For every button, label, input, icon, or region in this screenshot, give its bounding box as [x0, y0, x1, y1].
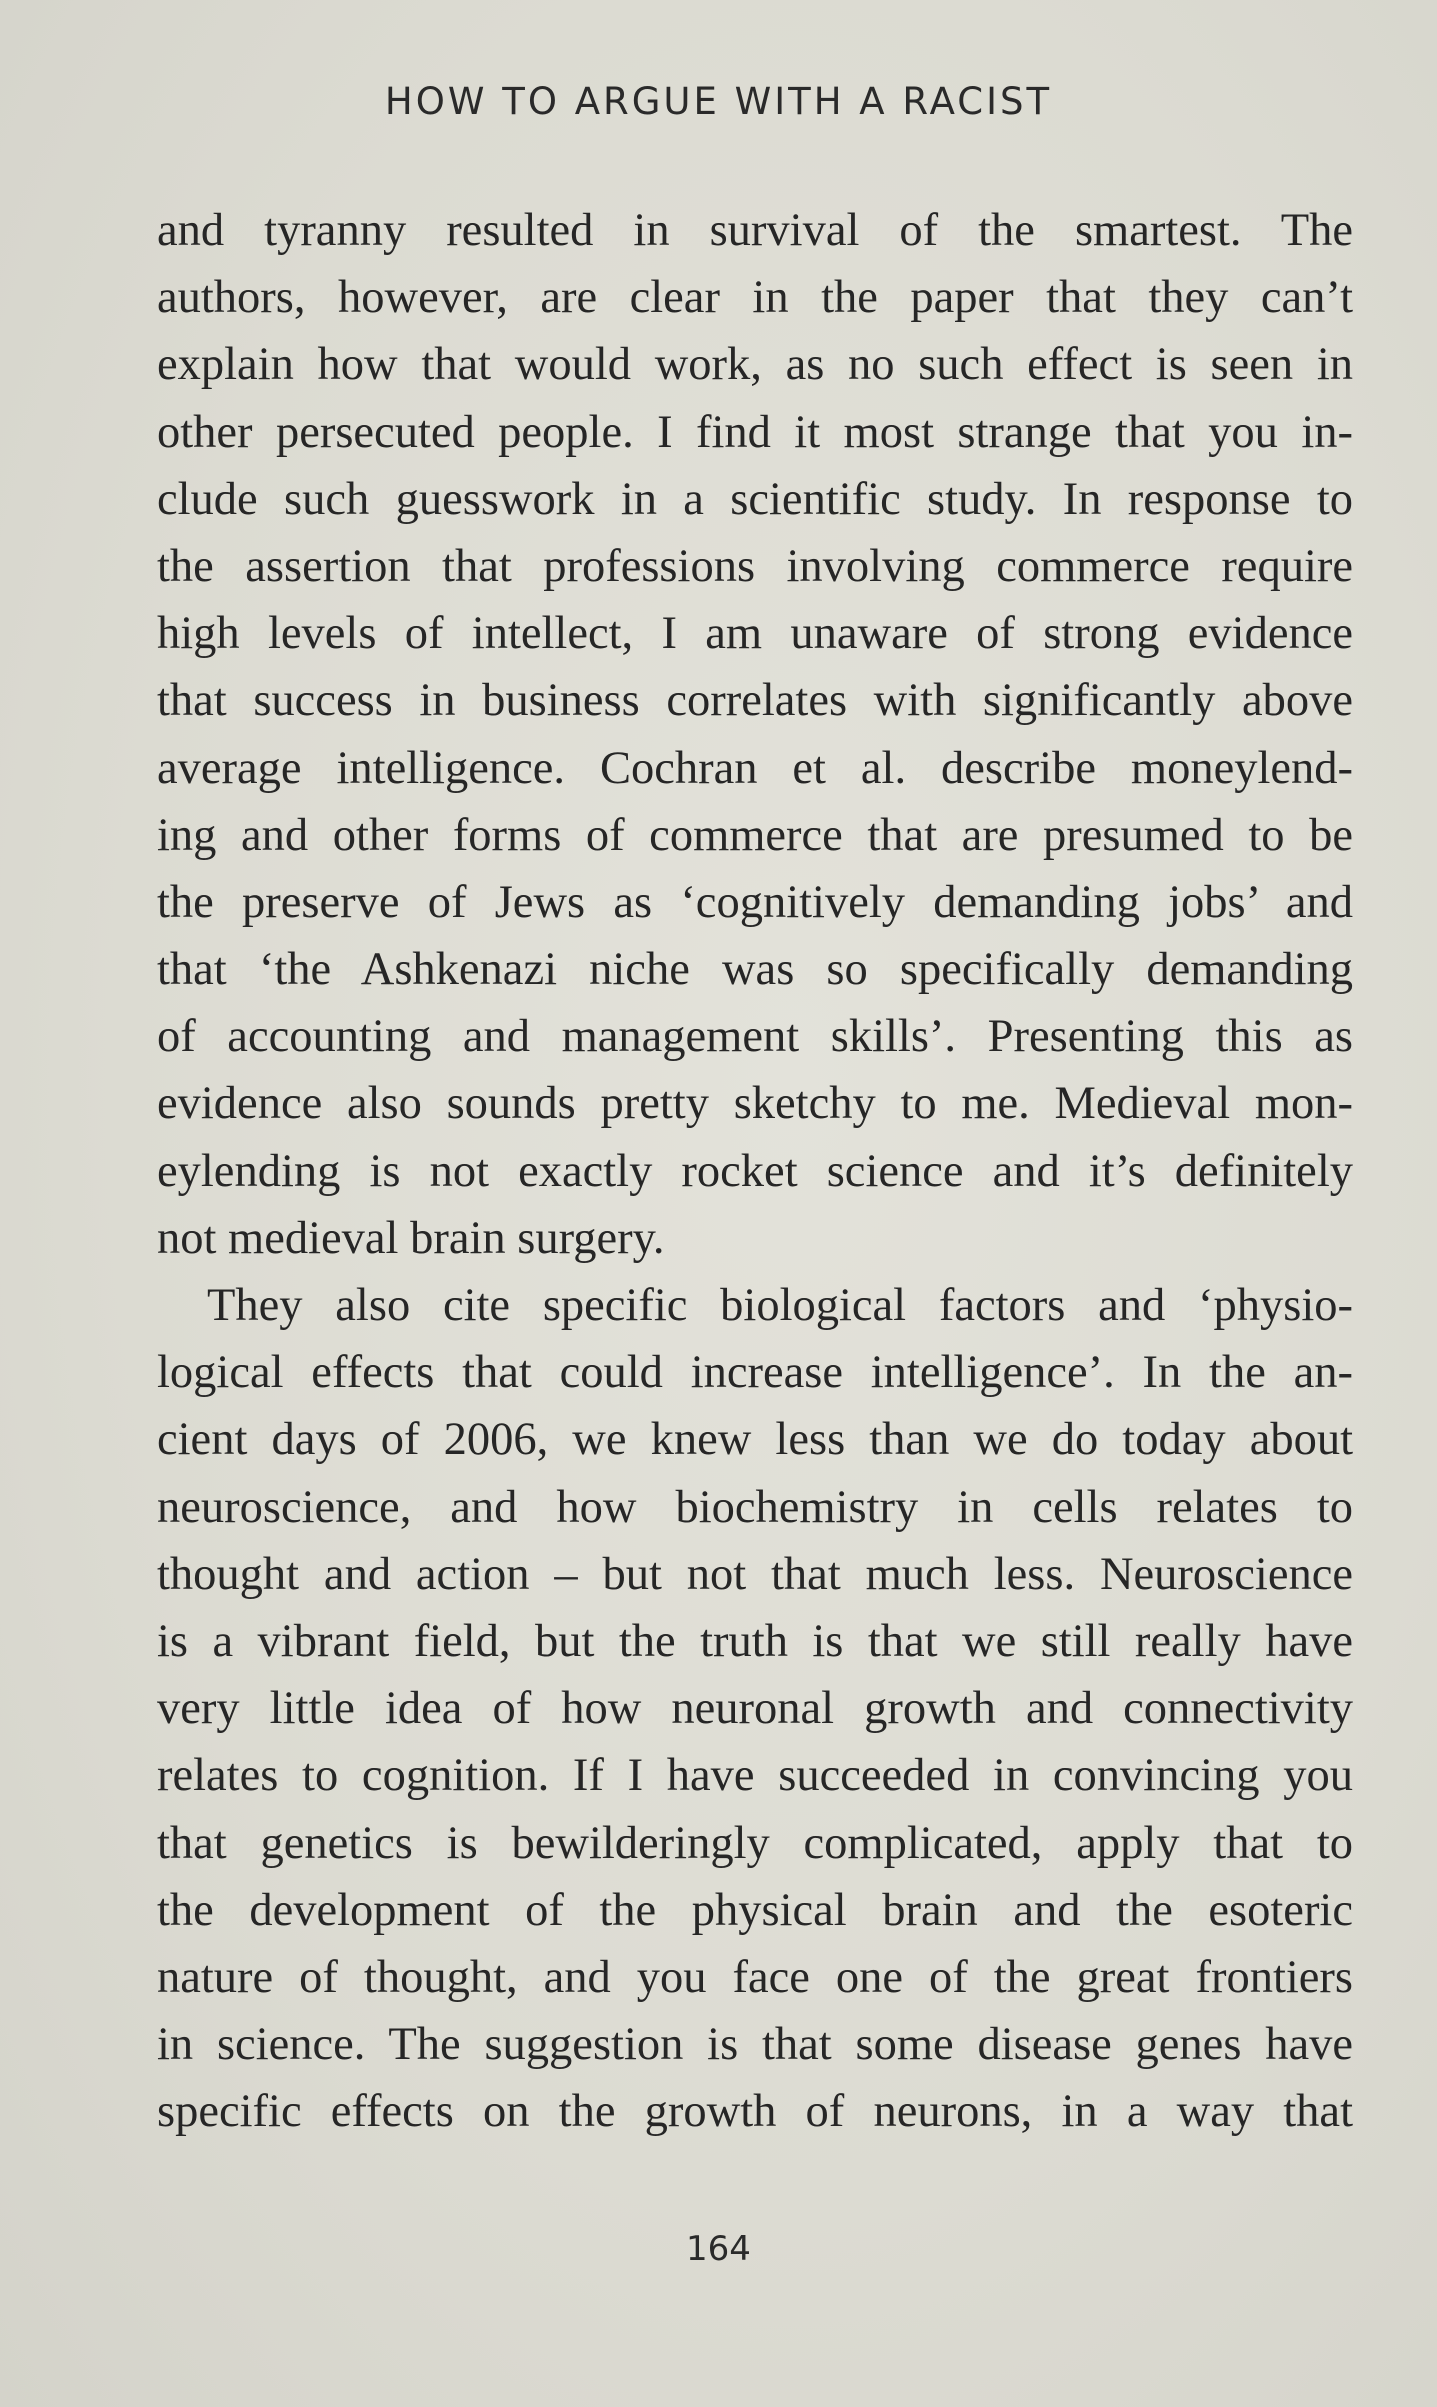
text-line: clude such guesswork in a scientific study. In response to: [157, 473, 1353, 525]
text-line: very little idea of how neuronal growth and connectivity: [157, 1683, 1353, 1735]
text-line: that genetics is bewilderingly complicated, apply that to: [157, 1817, 1353, 1869]
running-head: HOW TO ARGUE WITH A RACIST: [384, 80, 1053, 123]
text-line: relates to cognition. If I have succeeded in convincing you: [157, 1750, 1353, 1802]
text-line: logical effects that could increase intelligence’. In the an-: [157, 1347, 1353, 1399]
text-line: thought and action – but not that much less. Neuroscience: [157, 1548, 1353, 1600]
text-line: explain how that would work, as no such effect is seen in: [157, 339, 1353, 391]
text-line: the assertion that professions involving commerce require: [157, 540, 1353, 592]
text-line: cient days of 2006, we knew less than we do today about: [157, 1414, 1353, 1466]
text-line: is a vibrant field, but the truth is that we still really have: [157, 1615, 1353, 1667]
page-number: 164: [686, 2229, 751, 2269]
text-line: that ‘the Ashkenazi niche was so specifically demanding: [157, 944, 1353, 996]
text-line: eylending is not exactly rocket science and it’s definitely: [157, 1145, 1353, 1197]
text-line: specific effects on the growth of neurons, in a way that: [157, 2086, 1353, 2138]
text-line: average intelligence. Cochran et al. describe moneylend-: [157, 742, 1353, 794]
paragraph-2: [157, 1272, 1353, 2145]
body-text: [157, 197, 1353, 2145]
text-line: not medieval brain surgery.: [157, 1212, 665, 1264]
text-line: nature of thought, and you face one of the great frontiers: [157, 1951, 1353, 2003]
paragraph-1: [157, 197, 1353, 1272]
text-line: the development of the physical brain and the esoteric: [157, 1884, 1353, 1936]
text-line: They also cite specific biological factors and ‘physio-: [207, 1280, 1353, 1331]
text-line: that success in business correlates with significantly above: [157, 675, 1353, 727]
text-line: evidence also sounds pretty sketchy to me. Medieval mon-: [157, 1078, 1353, 1130]
text-line: in science. The suggestion is that some disease genes have: [157, 2019, 1353, 2071]
text-line: the preserve of Jews as ‘cognitively demanding jobs’ and: [157, 876, 1353, 928]
text-line: other persecuted people. I find it most strange that you in-: [157, 406, 1353, 458]
text-line: high levels of intellect, I am unaware of strong evidence: [157, 608, 1353, 660]
text-line: ing and other forms of commerce that are presumed to be: [157, 809, 1353, 861]
text-line: authors, however, are clear in the paper that they can’t: [157, 272, 1353, 324]
text-line: of accounting and management skills’. Presenting this as: [157, 1011, 1353, 1063]
text-line: neuroscience, and how biochemistry in cells relates to: [157, 1481, 1353, 1533]
text-line: and tyranny resulted in survival of the smartest. The: [157, 205, 1353, 256]
